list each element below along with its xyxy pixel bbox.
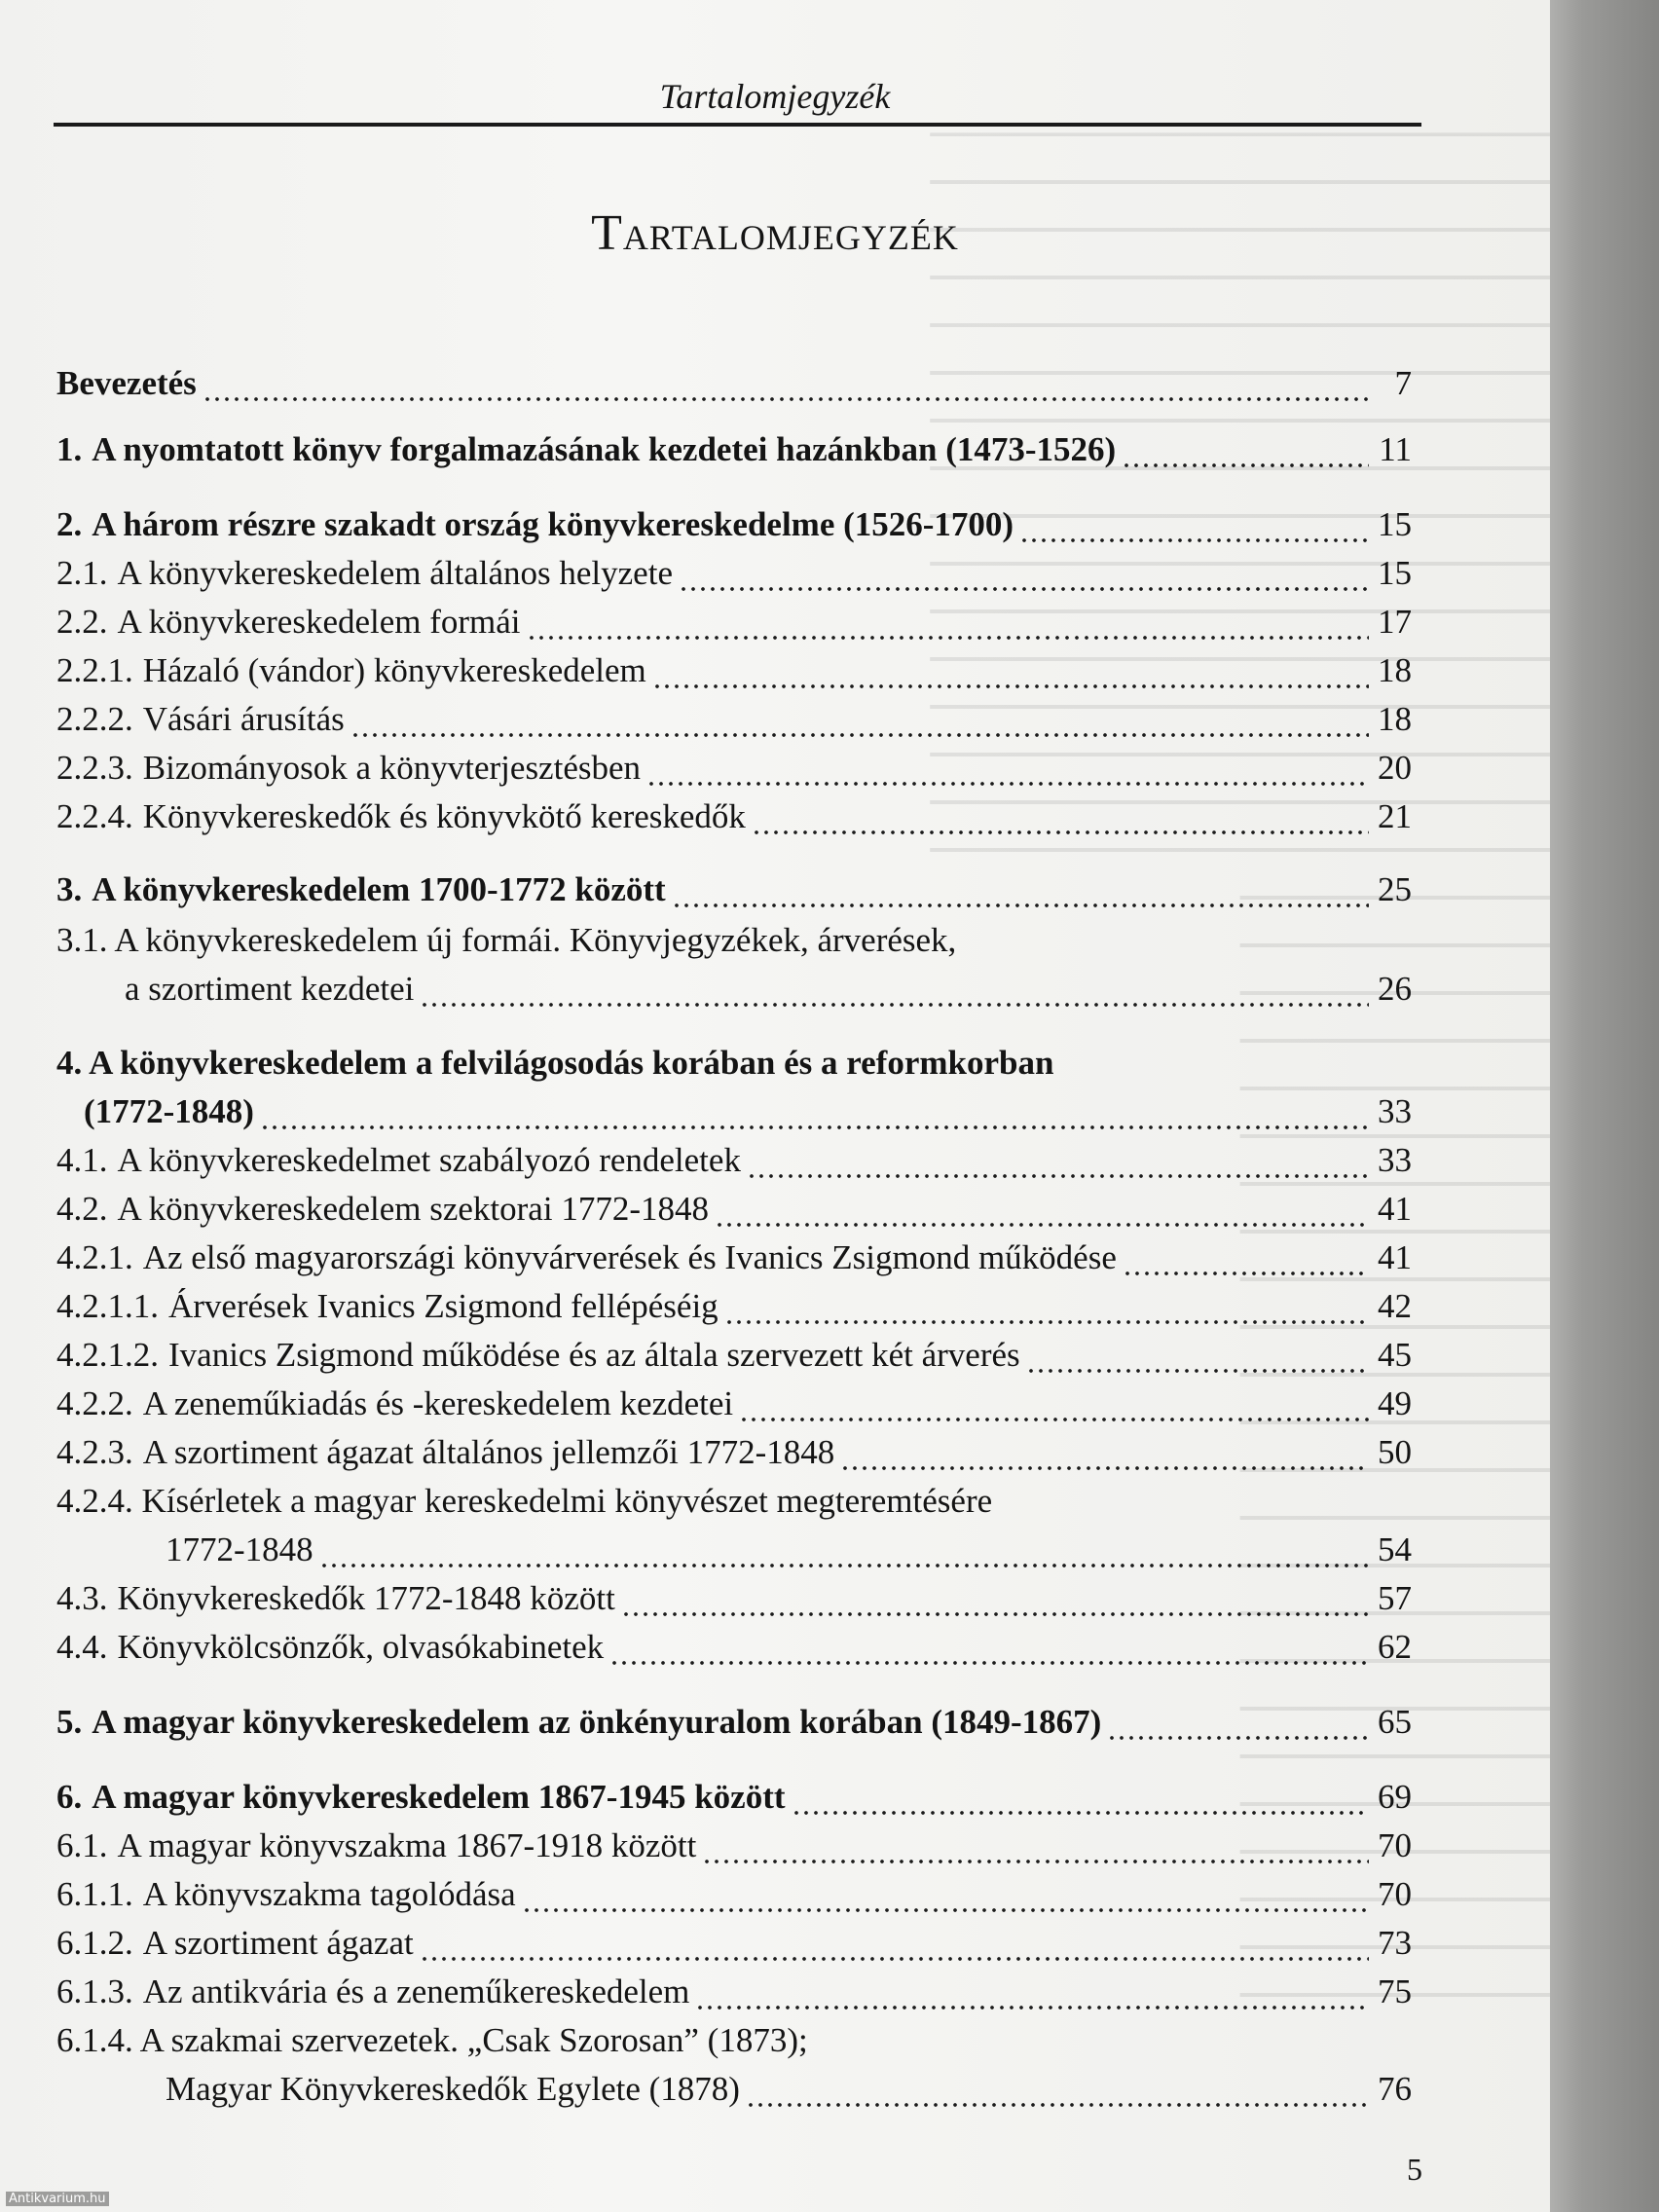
toc-entry-page: 76 [1378,2070,1412,2108]
toc-entry [56,793,1412,840]
leader-dots [702,1823,1369,1869]
toc-entry-label: A magyar könyvszakma 1867-1918 között [117,1826,697,1864]
toc-entry-continuation [56,1088,1412,1135]
toc-entry-page: 41 [1378,1238,1412,1276]
toc-entry [56,1186,1412,1233]
leader-dots [1026,1332,1369,1379]
leader-dots [646,745,1369,792]
toc-entry [56,1332,1412,1379]
toc-entry-number: 5. [56,1703,83,1741]
toc-entry-page: 41 [1378,1190,1412,1228]
toc-entry-page: 21 [1378,797,1412,835]
toc-entry-label: A szortiment ágazat általános jellemzői 1772-1848 [142,1433,835,1471]
leader-dots [420,966,1369,1013]
toc-entry-page: 49 [1378,1384,1412,1422]
toc-entry [56,426,1412,473]
toc-entry-page: 18 [1378,700,1412,738]
toc-entry-label: Bizományosok a könyvterjesztésben [142,749,642,787]
toc-entry-label: A könyvkereskedelmet szabályozó rendeletek [117,1141,741,1179]
toc-entry-number: 2.1. [56,554,108,592]
leader-dots [420,1920,1369,1967]
toc-entry [56,1823,1412,1869]
toc-entry-number: 4. [56,1044,83,1082]
toc-entry-number: 6.1.4. [56,2021,133,2059]
leader-dots [1123,1235,1369,1281]
toc-entry-page: 75 [1378,1972,1412,2010]
toc-entry-first-line [56,1040,1412,1087]
page-stack-edge [1550,0,1659,2212]
toc-entry [56,1381,1412,1427]
toc-entry-continuation [56,1527,1412,1573]
toc-entry-label: A könyvkereskedelem formái [117,603,521,641]
toc-entry-label: A nyomtatott könyv forgalmazásának kezdetei hazánkban (1473-1526) [92,430,1117,468]
leader-dots [350,696,1369,743]
leader-dots [715,1186,1369,1233]
toc-entry-number: 2.2.3. [56,749,133,787]
toc-entry-label-continuation: Magyar Könyvkereskedők Egylete (1878) [166,2070,740,2108]
toc-entry [56,1283,1412,1330]
leader-dots [792,1774,1369,1821]
header-rule [54,123,1421,127]
leader-dots [527,599,1369,645]
toc-entry-number: 6.1.3. [56,1972,133,2010]
leader-dots [260,1088,1369,1135]
toc-entry [56,1920,1412,1967]
toc-entry-page: 33 [1378,1092,1412,1130]
toc-entry-number: 2.2. [56,603,108,641]
toc-entry-number: 1. [56,430,83,468]
toc-entry [56,866,1412,913]
leader-dots [203,360,1369,407]
toc-entry [56,360,1412,407]
toc-entry-page: 15 [1378,554,1412,592]
watermark: Antikvarium.hu [6,2192,109,2206]
leader-dots [1019,501,1369,548]
toc-entry-first-line [56,917,1412,964]
toc-entry-page: 42 [1378,1287,1412,1325]
toc-entry-page: 17 [1378,603,1412,641]
toc-entry-label-continuation: a szortiment kezdetei [125,970,415,1008]
toc-entry-page: 7 [1394,364,1412,402]
toc-entry-page: 70 [1378,1875,1412,1913]
toc-entry-page: 70 [1378,1826,1412,1864]
toc-entry-page: 69 [1378,1778,1412,1816]
toc-entry-page: 15 [1378,505,1412,543]
toc-entry-number: 2.2.1. [56,651,133,689]
toc-entry-page: 11 [1379,430,1412,468]
leader-dots [747,1137,1369,1184]
toc-entry [56,1575,1412,1622]
toc-entry-label: A könyvkereskedelem általános helyzete [117,554,673,592]
leader-dots [522,1871,1369,1918]
leader-dots [695,1969,1369,2015]
toc-entry-page: 62 [1378,1628,1412,1666]
toc-entry-number: 4.2.1. [56,1238,133,1276]
leader-dots [609,1624,1369,1671]
toc-entry-number: 4.2.3. [56,1433,133,1471]
toc-entry-label-continuation: (1772-1848) [84,1092,254,1130]
toc-entry-number: 6.1. [56,1826,108,1864]
toc-entry-number: 2. [56,505,83,543]
running-head: Tartalomjegyzék [659,77,891,116]
toc-entry-number: 2.2.4. [56,797,133,835]
toc-entry-label: Az antikvária és a zeneműkereskedelem [142,1972,690,2010]
toc-entry [56,1624,1412,1671]
toc-entry-number: 4.1. [56,1141,108,1179]
toc-entry [56,696,1412,743]
toc-entry-page: 33 [1378,1141,1412,1179]
toc-entry-page: 20 [1378,749,1412,787]
toc-entry-number: 4.2.1.1. [56,1287,159,1325]
toc-entry-label: Könyvkölcsönzők, olvasókabinetek [117,1628,605,1666]
leader-dots [319,1527,1369,1573]
toc-entry-label: Bevezetés [56,364,197,402]
toc-entry-page: 45 [1378,1336,1412,1374]
leader-dots [840,1429,1369,1476]
toc-entry [56,550,1412,597]
toc-entry-number: 4.3. [56,1579,108,1617]
leader-dots [746,2066,1369,2113]
toc-entry-label: Könyvkereskedők és könyvkötő kereskedők [142,797,746,835]
toc-entry [56,1871,1412,1918]
toc-entry-page: 65 [1378,1703,1412,1741]
toc-entry-continuation [56,2066,1412,2113]
toc-entry-label: A könyvkereskedelem a felvilágosodás korában és a reformkorban [89,1044,1054,1082]
leader-dots [724,1283,1369,1330]
toc-entry-label: Kísérletek a magyar kereskedelmi könyvészet megteremtésére [141,1482,993,1520]
toc-entry-label: A magyar könyvkereskedelem 1867-1945 között [92,1778,786,1816]
toc-entry-label: Az első magyarországi könyvárverések és Ivanics Zsigmond működése [142,1238,1117,1276]
toc-entry-label: Ivanics Zsigmond működése és az általa szervezett két árverés [168,1336,1020,1374]
toc-entry-label-continuation: 1772-1848 [166,1530,313,1568]
toc-entry-number: 2.2.2. [56,700,133,738]
toc-entry-number: 4.2. [56,1190,108,1228]
toc-entry-page: 18 [1378,651,1412,689]
toc-entry-number: 4.4. [56,1628,108,1666]
page-number: 5 [1407,2152,1422,2187]
toc-entry [56,501,1412,548]
toc-entry-page: 57 [1378,1579,1412,1617]
leader-dots [652,647,1369,694]
toc-entry-label: A szortiment ágazat [142,1924,414,1962]
toc-entry-number: 6. [56,1778,83,1816]
toc-entry-number: 4.2.2. [56,1384,133,1422]
toc-entry [56,1137,1412,1184]
toc-entry-label: Könyvkereskedők 1772-1848 között [117,1579,615,1617]
toc-entry-page: 73 [1378,1924,1412,1962]
toc-entry-number: 4.2.4. [56,1482,133,1520]
toc-entry [56,745,1412,792]
leader-dots [752,793,1369,840]
toc-entry-page: 54 [1378,1530,1412,1568]
toc-entry [56,1699,1412,1746]
leader-dots [739,1381,1369,1427]
toc-entry-number: 3.1. [56,921,108,959]
leader-dots [672,866,1369,913]
toc-entry-label: A könyvkereskedelem 1700-1772 között [92,870,666,908]
leader-dots [679,550,1369,597]
toc-entry-label: A magyar könyvkereskedelem az önkényuralom korában (1849-1867) [92,1703,1102,1741]
toc-entry-continuation [56,966,1412,1013]
toc-entry-label: A könyvkereskedelem szektorai 1772-1848 [117,1190,709,1228]
toc-entry [56,1969,1412,2015]
toc-entry-label: A zeneműkiadás és -kereskedelem kezdetei [142,1384,734,1422]
toc-entry-label: A könyvkereskedelem új formái. Könyvjegyzékek, árverések, [114,921,957,959]
toc-entry-number: 3. [56,870,83,908]
toc-entry-page: 26 [1378,970,1412,1008]
leader-dots [621,1575,1369,1622]
toc-entry-first-line [56,1478,1412,1525]
toc-entry [56,1429,1412,1476]
toc-entry-number: 4.2.1.2. [56,1336,159,1374]
toc-entry-label: A könyvszakma tagolódása [142,1875,516,1913]
toc-entry-label: Vásári árusítás [142,700,345,738]
toc-entry [56,1235,1412,1281]
leader-dots [1122,426,1369,473]
toc-entry-label: Árverések Ivanics Zsigmond fellépéséig [168,1287,719,1325]
toc-entry-number: 6.1.2. [56,1924,133,1962]
toc-entry-page: 50 [1378,1433,1412,1471]
toc-entry [56,1774,1412,1821]
toc-entry-page: 25 [1378,870,1412,908]
toc-entry-label: A szakmai szervezetek. „Csak Szorosan” (1873); [139,2021,808,2059]
toc-entry [56,599,1412,645]
toc-entry [56,647,1412,694]
leader-dots [1107,1699,1369,1746]
toc-entry-label: A három részre szakadt ország könyvkereskedelme (1526-1700) [92,505,1014,543]
page-title: Tartalomjegyzék [591,205,959,261]
toc-entry-label: Házaló (vándor) könyvkereskedelem [142,651,646,689]
toc-entry-number: 6.1.1. [56,1875,133,1913]
toc-entry-first-line [56,2017,1412,2064]
